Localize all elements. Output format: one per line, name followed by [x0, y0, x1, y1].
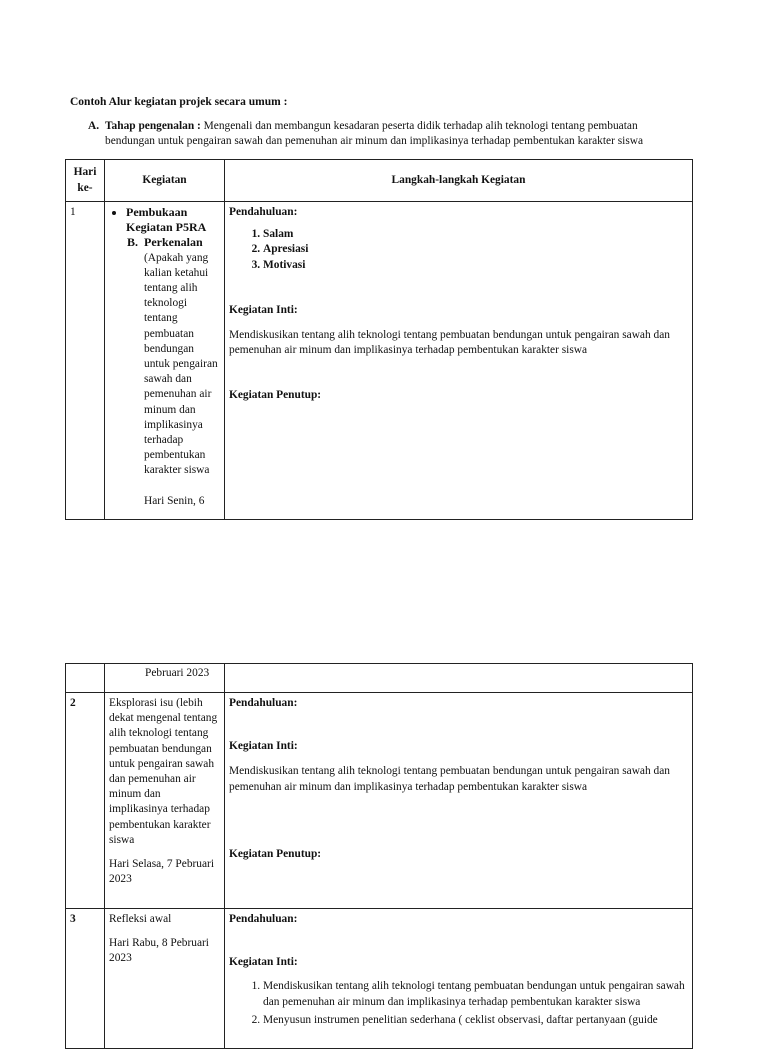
activity-table-page1	[65, 159, 693, 520]
kegiatan-sub-heading: B. Perkenalan	[127, 235, 203, 250]
list-item: 1. Mendiskusikan tentang alih teknologi tentang pembuatan bendungan untuk pengairan sawah dan pemenuhan air minum dan implikasinya terhadap pembentukan karakter siswa	[263, 979, 688, 1009]
list-item: 2. Apresiasi	[263, 242, 688, 257]
kegiatan-cell	[105, 202, 225, 520]
day-cell: 3	[66, 909, 105, 1049]
langkah-cell	[225, 664, 693, 693]
section-a-marker: A.	[88, 120, 100, 132]
inti-title: Kegiatan Inti:	[229, 303, 298, 316]
inti-text: Mendiskusikan tentang alih teknologi tentang pembuatan bendungan untuk pengairan sawah dan pemenuhan air minum dan implikasinya terhadap pembentukan karakter siswa	[229, 765, 670, 793]
kegiatan-bullet: • Pembukaan Kegiatan P5RA	[126, 205, 222, 235]
inti-title: Kegiatan Inti:	[229, 740, 298, 753]
section-a	[88, 119, 688, 149]
penutup-title: Kegiatan Penutup:	[229, 847, 322, 860]
pendahuluan-list	[229, 227, 688, 273]
kegiatan-sub-text: (Apakah yang kalian ketahui tentang alih teknologi tentang pembuatan bendungan untuk pengairan sawah dan pemenuhan air minum dan implikasinya terhadap pembentukan karakter siswa	[144, 251, 218, 477]
kegiatan-bullet-list	[107, 205, 222, 235]
header-day: Hari ke-	[66, 160, 105, 202]
pendahuluan-title: Pendahuluan:	[229, 913, 298, 925]
continuation-cell: Pebruari 2023	[105, 664, 225, 693]
kegiatan-text: Eksplorasi isu (lebih dekat mengenal tentang alih teknologi tentang pembuatan bendungan untuk pengairan sawah dan pemenuhan air minum dan implikasinya terhadap pembentukan karakter siswa	[109, 697, 218, 846]
list-item: 2. Menyusun instrumen penelitian sederhana ( ceklist observasi, daftar pertanyaan (guide	[263, 1013, 688, 1028]
kegiatan-date: Hari Rabu, 8 Pebruari 2023	[109, 937, 209, 965]
section-a-label: Tahap pengenalan :	[105, 120, 201, 132]
header-langkah: Langkah-langkah Kegiatan	[225, 160, 693, 202]
day-cell: 2	[66, 693, 105, 909]
table-row	[66, 909, 693, 1049]
pendahuluan-title: Pendahuluan:	[229, 206, 298, 218]
day-cell	[66, 664, 105, 693]
kegiatan-date: Hari Senin, 6	[144, 494, 205, 507]
kegiatan-text: Refleksi awal	[109, 913, 172, 925]
day-cell: 1	[66, 202, 105, 520]
header-kegiatan: Kegiatan	[105, 160, 225, 202]
list-item: 3. Motivasi	[263, 258, 688, 273]
activity-table-page2	[65, 663, 693, 1049]
kegiatan-cell	[105, 693, 225, 909]
inti-title: Kegiatan Inti:	[229, 956, 298, 969]
page-heading: Contoh Alur kegiatan projek secara umum :	[70, 96, 288, 108]
inti-text: Mendiskusikan tentang alih teknologi tentang pembuatan bendungan untuk pengairan sawah dan pemenuhan air minum dan implikasinya terhadap pembentukan karakter siswa	[229, 329, 670, 357]
table-header-row	[66, 160, 693, 202]
langkah-cell	[225, 693, 693, 909]
section-a-content	[88, 119, 688, 149]
langkah-cell	[225, 909, 693, 1049]
kegiatan-date: Hari Selasa, 7 Pebruari 2023	[109, 858, 215, 886]
table-row	[66, 202, 693, 520]
kegiatan-cell	[105, 909, 225, 1049]
pendahuluan-title: Pendahuluan:	[229, 697, 298, 709]
table-row	[66, 693, 693, 909]
inti-list	[229, 979, 688, 1028]
table-row	[66, 664, 693, 693]
list-item: 1. Salam	[263, 227, 688, 242]
langkah-cell	[225, 202, 693, 520]
section-a-text: Mengenali dan membangun kesadaran peserta didik terhadap alih teknologi tentang pembuatan bendungan untuk pengairan sawah dan pemenuhan air minum dan implikasinya terhadap pembentukan karakter siswa	[105, 120, 644, 148]
penutup-title: Kegiatan Penutup:	[229, 389, 322, 402]
